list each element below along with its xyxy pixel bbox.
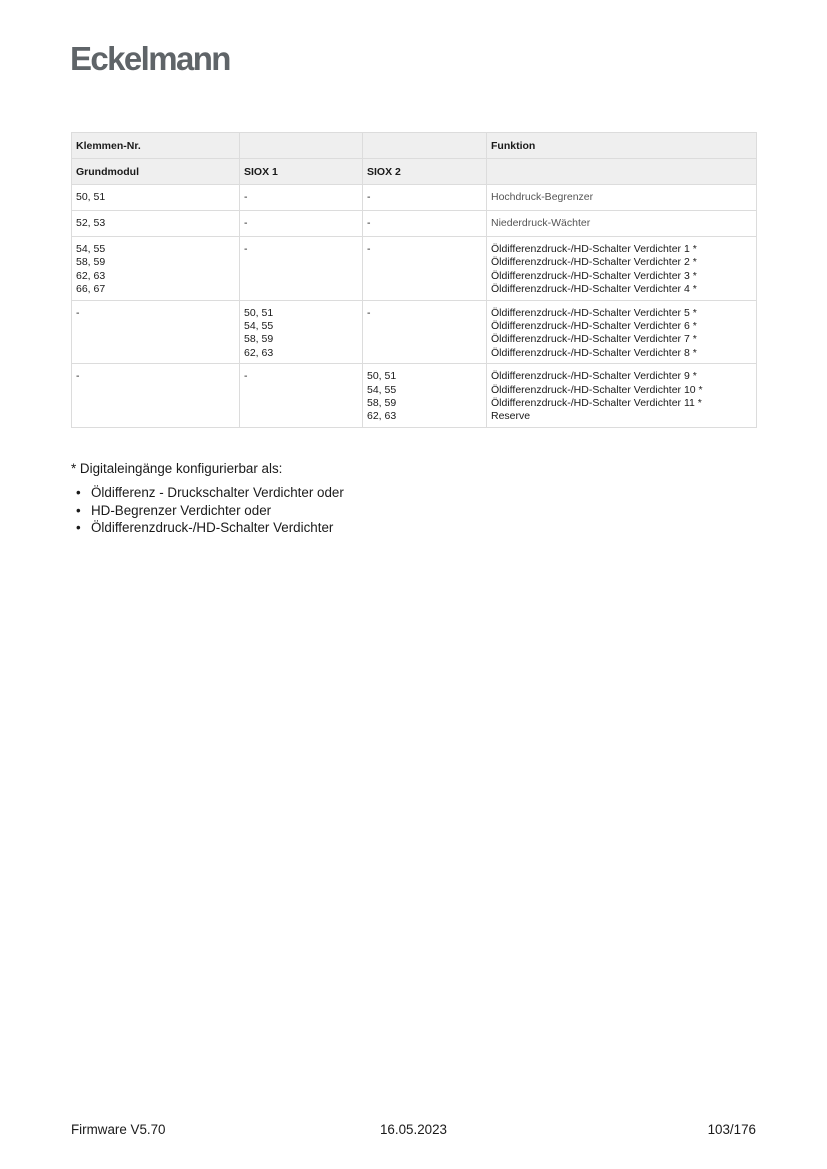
cell-text: 54, 55 58, 59 62, 63 66, 67: [76, 243, 106, 296]
table-cell: [72, 364, 240, 428]
table-cell: Niederdruck-Wächter: [487, 211, 757, 237]
header-cell: [487, 159, 757, 185]
table-row: [72, 300, 757, 364]
cell-text: -: [76, 370, 80, 383]
table-row: [72, 211, 757, 237]
header-cell: Klemmen-Nr.: [72, 133, 240, 159]
terminal-table: [71, 132, 757, 428]
table-cell: -: [240, 211, 363, 237]
table-cell: [363, 237, 487, 301]
cell-text: -: [244, 370, 248, 383]
company-logo: Eckelmann: [70, 40, 230, 77]
cell-text: 50, 51 54, 55 58, 59 62, 63: [244, 306, 274, 359]
footnote-list: [71, 484, 344, 537]
table-cell: [240, 364, 363, 428]
table-cell: [487, 364, 757, 428]
table-cell: 52, 53: [72, 211, 240, 237]
cell-text: Öldifferenzdruck-/HD-Schalter Verdichter 5 * Öldifferenzdruck-/HD-Schalter Verdichter 6 * Öldifferenzdruck-/HD-Schalter Verdichter 7 * Öldifferenzdruck-/HD-Schalter Verdichter 8 *: [491, 306, 697, 359]
document-date: 16.05.2023: [379, 1122, 448, 1137]
header-cell: Funktion: [487, 133, 757, 159]
table-header-row: [72, 133, 757, 159]
list-item: • HD-Begrenzer Verdichter oder: [71, 502, 344, 520]
header-cell: Grundmodul: [72, 159, 240, 185]
table-cell: [487, 300, 757, 364]
table-cell: [363, 364, 487, 428]
table-cell: -: [363, 185, 487, 211]
table-cell: [487, 237, 757, 301]
footnote-title: * Digitaleingänge konfigurierbar als:: [71, 461, 283, 476]
cell-text: -: [367, 243, 371, 255]
table-row: [72, 237, 757, 301]
table-cell: [72, 300, 240, 364]
cell-text: Öldifferenzdruck-/HD-Schalter Verdichter 9 * Öldifferenzdruck-/HD-Schalter Verdichter 10 * Öldifferenzdruck-/HD-Schalter Verdichter 11 * Reserve: [491, 370, 703, 423]
table-subheader-row: [72, 159, 757, 185]
table-cell: -: [363, 211, 487, 237]
table-cell: [363, 300, 487, 364]
cell-text: Öldifferenzdruck-/HD-Schalter Verdichter 1 * Öldifferenzdruck-/HD-Schalter Verdichter 2 * Öldifferenzdruck-/HD-Schalter Verdichter 3 * Öldifferenzdruck-/HD-Schalter Verdichter 4 *: [491, 243, 697, 296]
header-cell: [240, 133, 363, 159]
cell-text: -: [76, 306, 80, 319]
header-cell: SIOX 2: [363, 159, 487, 185]
header-cell: [363, 133, 487, 159]
firmware-version: Firmware V5.70: [71, 1122, 166, 1137]
table-cell: Hochdruck-Begrenzer: [487, 185, 757, 211]
list-item: • Öldifferenz - Druckschalter Verdichter oder: [71, 484, 344, 502]
list-item: • Öldifferenzdruck-/HD-Schalter Verdichter: [71, 519, 344, 537]
table-row: [72, 364, 757, 428]
page-number: 103/176: [707, 1122, 756, 1137]
table-cell: [72, 237, 240, 301]
table-cell: -: [240, 185, 363, 211]
header-cell: SIOX 1: [240, 159, 363, 185]
cell-text: -: [244, 243, 248, 255]
table-cell: [240, 300, 363, 364]
table-cell: [240, 237, 363, 301]
cell-text: 50, 51 54, 55 58, 59 62, 63: [367, 370, 397, 423]
cell-text: -: [367, 306, 371, 319]
table-cell: 50, 51: [72, 185, 240, 211]
table-row: [72, 185, 757, 211]
